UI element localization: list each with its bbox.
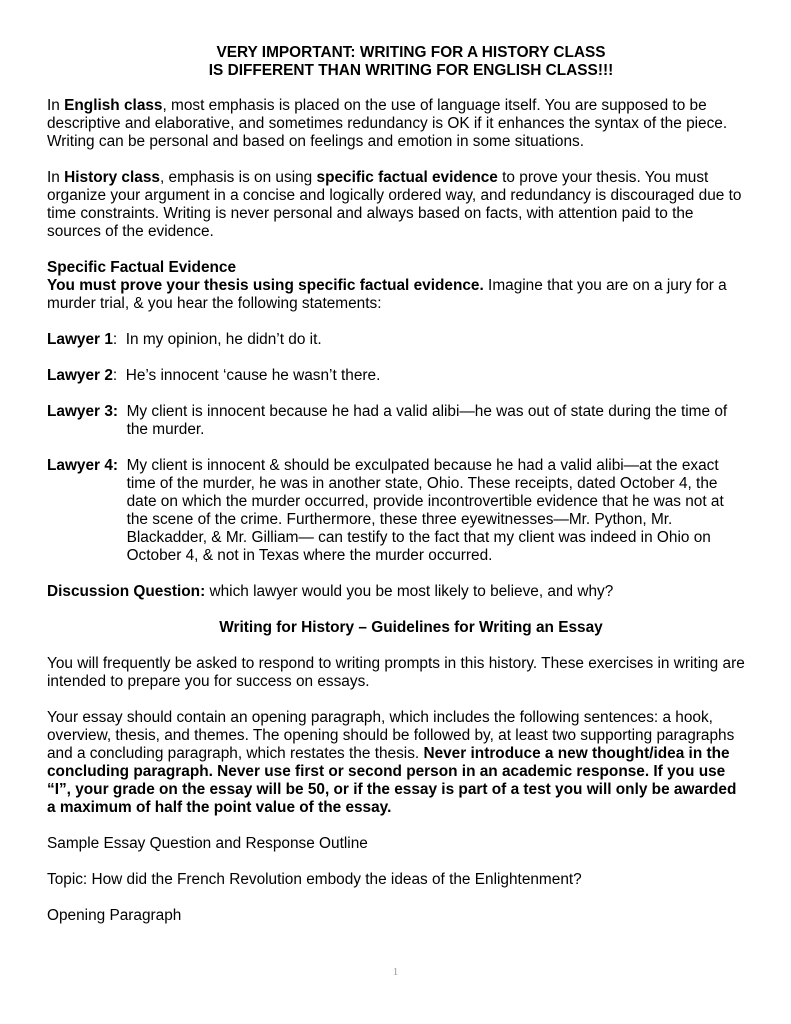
lawyer-4 — [47, 457, 745, 565]
essay-paragraph — [47, 709, 745, 817]
discussion-question — [47, 583, 745, 601]
lawyer-3-name: Lawyer 3: — [47, 403, 119, 420]
lawyer-2-sep: : — [112, 367, 126, 384]
english-pre: In — [47, 97, 65, 114]
lawyer-3-statement: My client is innocent because he had a valid alibi—he was out of state during the time of the murder. — [126, 403, 728, 438]
lawyer-1-name: Lawyer 1 — [47, 331, 113, 348]
essay-pre: Your essay should contain an opening paragraph, which includes the following sentences: a hook, overview, thesis, and themes. The opening should be followed by, at least two supporting paragraphs and a concluding paragraph, which restates the thesis. — [47, 709, 735, 762]
lawyer-4-sep — [118, 457, 127, 474]
lawyer-2-text — [113, 367, 745, 385]
lawyer-1-text — [113, 331, 745, 349]
lawyer-1-label — [47, 331, 113, 349]
discussion-bold: Discussion Question: — [47, 583, 206, 600]
evidence-post: Imagine that you are on a jury for a murder trial, & you hear the following statements: — [47, 277, 727, 312]
lawyer-3-sep — [118, 403, 127, 420]
english-bold: English class — [64, 97, 163, 114]
english-paragraph — [47, 97, 745, 151]
lawyer-1 — [47, 331, 745, 349]
guidelines-heading: Writing for History – Guidelines for Writing an Essay — [219, 619, 603, 636]
page-number: 1 — [392, 966, 399, 978]
lawyer-4-statement: My client is innocent & should be exculpated because he had a valid alibi—at the exact time of the murder, he was in another state, Ohio. These receipts, dated October 4, the date on which the murder occurred, provide incontrovertible evidence that he was not at the scene of the crime. Furthermore, these three eyewitnesses—Mr. Python, Mr. Blackadder, & Mr. Gilliam— can testify to the fact that my client was indeed in Ohio on October 4, & not in Texas where the murder occurred. — [126, 457, 724, 564]
essay-bold: Never introduce a new thought/idea in the concluding paragraph. Never use first or second person in an academic response. If you use “I”, your grade on the essay will be 50, or if the essay is part of a test you will only be awarded a maximum of half the point value of the essay. — [47, 745, 737, 816]
discussion-post: which lawyer would you be most likely to believe, and why? — [205, 583, 614, 600]
lawyer-3 — [47, 403, 745, 439]
lawyer-3-label — [47, 403, 127, 439]
lawyer-1-sep: : — [112, 331, 126, 348]
history-bold-1: History class — [64, 169, 160, 186]
title-line-2: IS DIFFERENT THAN WRITING FOR ENGLISH CLASS!!! — [208, 62, 614, 79]
prompts-paragraph: You will frequently be asked to respond to writing prompts in this history. These exercises in writing are intended to prepare you for success on essays. — [47, 655, 745, 690]
title-line-1: VERY IMPORTANT: WRITING FOR A HISTORY CLASS — [216, 44, 606, 61]
history-bold-2: specific factual evidence — [316, 169, 498, 186]
sample-heading: Sample Essay Question and Response Outline — [47, 835, 368, 852]
history-post: to prove your thesis. You must organize your argument in a concise and logically ordered way, and redundancy is discouraged due to time constraints. Writing is never personal and always based on facts, with attention paid to the sources of the evidence. — [47, 169, 742, 240]
lawyer-2-label — [47, 367, 113, 385]
history-pre: In — [47, 169, 65, 186]
lawyer-1-statement: In my opinion, he didn’t do it. — [125, 331, 322, 348]
opening-paragraph-label: Opening Paragraph — [47, 907, 182, 924]
lawyer-4-label — [47, 457, 127, 565]
english-post: , most emphasis is placed on the use of language itself. You are supposed to be descriptive and elaborative, and sometimes redundancy is OK if it enhances the syntax of the piece. Writing can be personal and based on feelings and emotion in some situations. — [47, 97, 728, 150]
evidence-bold: You must prove your thesis using specific factual evidence. — [47, 277, 484, 294]
evidence-paragraph — [47, 277, 745, 313]
evidence-heading: Specific Factual Evidence — [47, 259, 237, 276]
lawyer-2 — [47, 367, 745, 385]
history-paragraph — [47, 169, 745, 241]
lawyer-2-name: Lawyer 2 — [47, 367, 113, 384]
topic-line: Topic: How did the French Revolution embody the ideas of the Enlightenment? — [47, 871, 582, 888]
lawyer-4-name: Lawyer 4: — [47, 457, 119, 474]
history-mid: , emphasis is on using — [159, 169, 317, 186]
lawyer-2-statement: He’s innocent ‘cause he wasn’t there. — [125, 367, 381, 384]
